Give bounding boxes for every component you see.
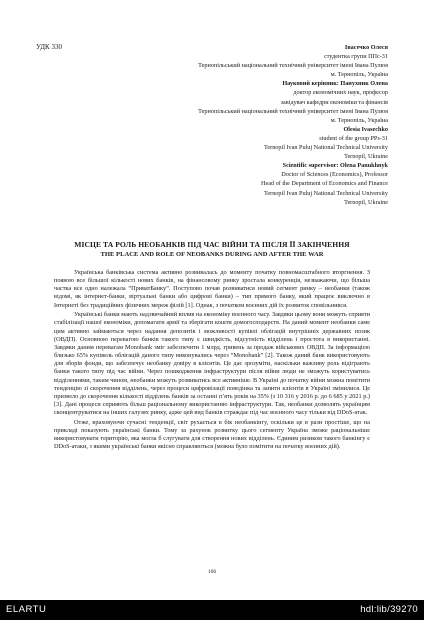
author-line: завідувач кафедри економіки та фінансів: [280, 98, 388, 106]
body-paragraph: Українська банківська система активно розвивалась до моменту початку повномасштабного вторгнення. З появою все більшої кількості нових банків, на фінансовому ринку зростала конкуренція, незважаючи, що більша частка все одно належала “ПриватБанку”. Поступово почав розвиватися новий сегмент ринку – необанки (також відомі, як інтернет-банки, віртуальні банки або цифрові банки) – тип прямого банку, який працює виключно в Інтернеті без традиційних фізичних мереж філій [1]. Однак, з початком воєнних дій їх розвиток сповільнився.: [54, 269, 370, 309]
author-line: Olesia Ivasechko: [343, 125, 388, 133]
author-line: Scientific supervisor: Olena Panukhnyk: [282, 162, 388, 170]
author-line: Ternopil, Ukraine: [344, 198, 388, 206]
title-ukrainian: МІСЦЕ ТА РОЛЬ НЕОБАНКІВ ПІД ЧАС ВІЙНИ ТА ПІСЛЯ ЇЇ ЗАКІНЧЕННЯ: [74, 240, 350, 249]
author-line: доктор економічних наук, професор: [293, 89, 388, 97]
author-line: Ternopil, Ukraine: [344, 153, 388, 161]
author-line: Івасечко Олеся: [344, 44, 388, 51]
article-body: [54, 269, 370, 453]
author-line: Ternopil Ivan Puluj National Technical University: [264, 189, 388, 197]
author-line: м. Тернопіль, Україна: [330, 116, 388, 124]
repository-footer-bar: [0, 600, 424, 620]
author-line: Науковий керівник: Панухник Олена: [282, 80, 388, 88]
repository-name: ELARTU: [6, 604, 47, 615]
handle-id: hdl:lib/39270: [360, 604, 418, 615]
author-line: Head of the Department of Economics and Finance: [261, 180, 388, 188]
author-line: Тернопільський національний технічний університет імені Івана Пулюя: [198, 107, 388, 115]
title-english: THE PLACE AND ROLE OF NEOBANKS DURING AND AFTER THE WAR: [100, 251, 324, 258]
page-number: 106: [207, 569, 217, 575]
article-titles: [36, 240, 388, 259]
author-line: м. Тернопіль, Україна: [330, 71, 388, 79]
body-paragraph: Отже, враховуючи сучасні тенденції, світ рухається в бік необанкінгу, оскільки це в рази простіше, що на прикладі показують українські банки. Тому за рахунок розвитку цього сегменту Україна зможе раціональніше використовувати територію, яка могла б слугувати для створення нових відділень. Єдиним ризиком такого банкінгу є DDoS-атаки, з якими українські банки якісно справляються (можна було помітити на початку воєнних дій).: [54, 418, 370, 451]
author-line: Тернопільський національний технічний університет імені Івана Пулюя: [198, 62, 388, 70]
author-line: Ternopil Ivan Puluj National Technical University: [264, 144, 388, 152]
author-line: Doctor of Sciences (Economics), Professor: [281, 171, 388, 179]
udk-code: УДК 330: [36, 43, 62, 51]
author-line: студентка групи ППс-31: [324, 53, 388, 61]
author-line: student of the group PPs-31: [319, 134, 388, 142]
author-block: [48, 43, 388, 207]
body-paragraph: Українські банки мають надзвичайний вплив на економіку воєнного часу. Завдяки цьому вони можуть сприяти стабілізації нашої економіки, допомагати армії та зберігати кошти домогосподарств. На даний момент необанки саме цим активно займаються через надання депозитів і можливості купівлі облігацій внутрішніх державних позик (ОВДП). Основною перевагою банків такого типу є швидкість, відсутність відділень і простота в використанні. Завдяки даним перевагам Monobank зміг забезпечити 1 млрд. гривень за продаж військових ОВДП. За інформацією близько 65% купівель облігацій даного типу виконувались через “Monobank” [2]. Також даний банк використовують для зборів фонди, що забезпечує необанку довіру в клієнтів. Це дає зрозуміти, наскільки важливу роль відіграють банки такого типу під час війни. Через пошкодження інфраструктури після війни люди не зможуть користуватись відділеннями, таким чином, необанки можуть розвиватись все активніше. В Україні до початку війни можна помітити тенденцію зі скорочення відділень, через процеси цифровізації поведінка та запити клієнтів в Україні змінилися. Це призвело до скорочення кількості відділень банків за останні п’ять років на 35% (з 10 316 у 2016 р. до 6 685 у 2021 р.) [3]. Дані процеси сприяють більш раціональному використанню інфраструктури. Так, необанки дозволять українцям сконцентруватися на інших галузях ринку, адже цей вид банків страждає під час воєнного часу тільки від DDoS-атак.: [54, 311, 370, 417]
